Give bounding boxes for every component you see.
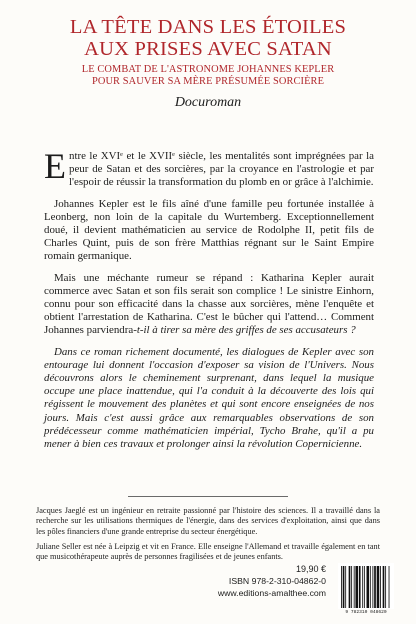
subtitle-line-1: LE COMBAT DE L'ASTRONOME JOHANNES KEPLER [81, 64, 335, 75]
synopsis [44, 146, 374, 459]
barcode-digits: 9 782310 048620 [345, 610, 387, 615]
price: 19,90 € [295, 564, 326, 574]
author-bios [36, 506, 380, 567]
synopsis-paragraph-1: Entre le XVIᵉ et le XVIIᵉ siècle, les mentalités sont imprégnées par la peur de Satan et des sorcières, par la croyance en l'astrologie et par l'espoir de réussir la transformation du plomb en or grâce à l'alchimie. [44, 146, 374, 189]
genre-label: Docuroman [174, 95, 242, 110]
title-line-2: AUX PRISES AVEC SATAN [84, 38, 332, 60]
synopsis-paragraph-3: Mais une méchante rumeur se répand : Katharina Kepler aurait commerce avec Satan et son fils serait son complice ! Le sinistre Einhorn, connu pour son efficacité dans la chasse aux sorcières, mène l'enquête et obtient l'arrestation de Katharina. C'est le bûcher qui l'attend… Comment Johannes parviendra-t-il à tirer sa mère des griffes de ses accusateurs ? [44, 271, 374, 337]
subtitle-line-2: POUR SAUVER SA MÈRE PRÉSUMÉE SORCIÈRE [91, 75, 325, 87]
author-bio-2: Juliane Seller est née à Leipzig et vit en France. Elle enseigne l'Allemand et travaille également en tant que musicothérapeute auprès de personnes fragilisées et de jeunes enfants. [36, 541, 380, 562]
drop-cap: E [44, 146, 66, 186]
synopsis-paragraph-2: Johannes Kepler est le fils aîné d'une famille peu fortunée installée à Leonberg, non loin de la capitale du Wurtemberg. Exceptionnellement doué, il devient mathématicien au service de Rodolphe II, petit fils de Charles Quint, puis de son frère Matthias régnant sur le Saint Empire romain germanique. [44, 197, 374, 263]
author-bio-1: Jacques Jaeglé est un ingénieur en retraite passionné par l'histoire des sciences. Il a travaillé dans la recherche sur les utilisations thermiques de l'énergie, dans des services d'exploitation, ainsi que dans les pôles financiers d'une grande entreprise du secteur énergétique. [36, 506, 380, 536]
section-divider [128, 496, 288, 497]
title-line-1: LA TÊTE DANS LES ÉTOILES [69, 16, 347, 38]
publisher-url: www.editions-amalthee.com [217, 588, 326, 598]
synopsis-paragraph-4: Dans ce roman richement documenté, les dialogues de Kepler avec son entourage lui donnent l'occasion d'exposer sa vision de l'Univers. Nous découvrons alors le cheminement surprenant, dans lequel la musique occupe une place inattendue, qui l'a conduit à la découverte des lois qui régissent le mouvement des planètes et qui sont encore enseignées de nos jours. Mais c'est aussi grâce aux remarquables observations de son prédécesseur comme mathématicien impérial, Tycho Brahe, qu'il a pu mener à bien ces travaux et prolonger ainsi la révolution Copernicienne. [44, 345, 374, 451]
barcode-icon [338, 563, 394, 609]
isbn: ISBN 978-2-310-04862-0 [228, 576, 326, 586]
book-subtitle [40, 64, 376, 87]
isbn-barcode [338, 563, 394, 615]
book-title [30, 16, 386, 60]
